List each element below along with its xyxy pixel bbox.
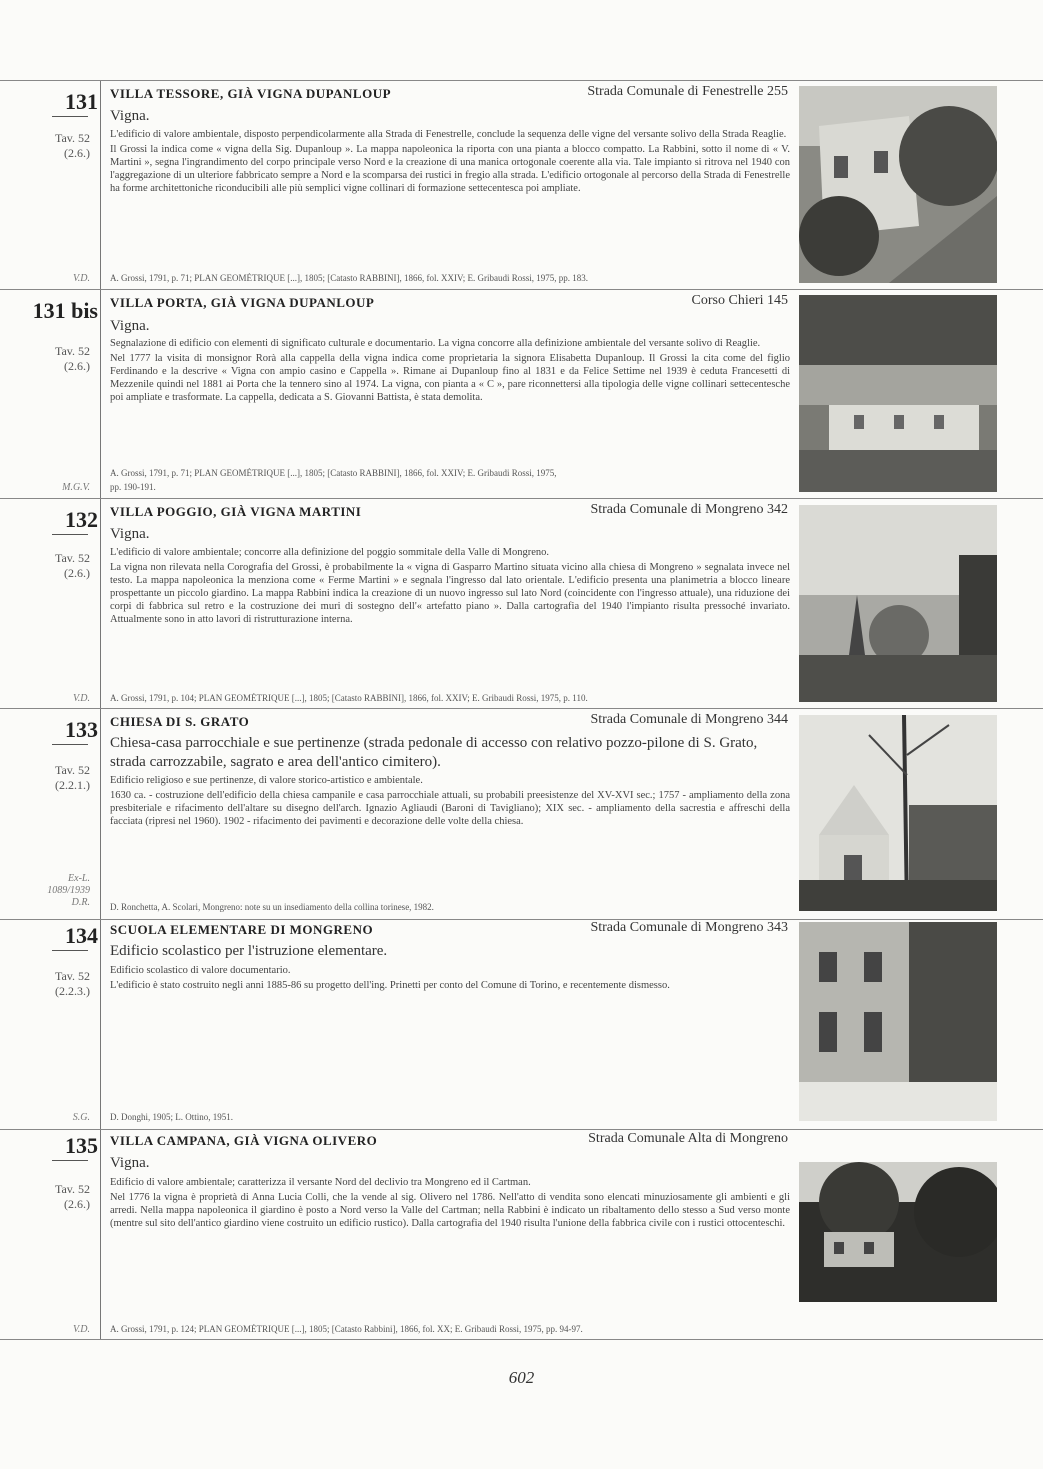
author: V.D. bbox=[72, 693, 90, 704]
entry-title: VILLA TESSORE, GIÀ VIGNA DUPANLOUP bbox=[110, 86, 392, 101]
entry-address: Strada Comunale Alta di Mongreno bbox=[588, 1131, 788, 1146]
entry-text bbox=[110, 774, 790, 830]
entry-text bbox=[110, 964, 790, 994]
paragraph: La vigna non rilevata nella Corografia del Grossi, è probabilmente la « vigna di Gasparro Martino situata vicino alla chiesa di Mongreno » segnalata invece nel testo. La mappa napoleonica la menziona come « Ferme Martini » e segnala l'ingresso dal lato orientale. L'edificio presenta una planimetria a blocco lineare prospettante un piccolo giardino. La mappa Rabbini indica la creazione di un nuovo ingresso sul lato Nord (coincidente con l'ingresso attuale), una riduzione dei corpi di fabbrica sul retro e la costruzione dei muri di sostegno dell'« artefatto piano ». Dalla cartografia del 1940 l'impianto risulta pressoché invariato. Attualmente sono in atto lavori di ristrutturazione interna. bbox=[110, 562, 790, 625]
entry-135 bbox=[0, 1130, 1043, 1340]
entry-references: D. Ronchetta, A. Scolari, Mongreno: note su un insediamento della collina torinese, 1982. bbox=[110, 902, 434, 912]
entry-address: Strada Comunale di Mongreno 342 bbox=[590, 502, 788, 517]
entry-subtitle: Vigna. bbox=[110, 108, 150, 124]
author: S.G. bbox=[72, 1112, 90, 1123]
entry-references: D. Donghi, 1905; L. Ottino, 1951. bbox=[110, 1112, 233, 1122]
paragraph: Edificio scolastico di valore documentario. bbox=[110, 965, 291, 976]
category: (2.6.) bbox=[64, 359, 90, 373]
entry-title: CHIESA DI S. GRATO bbox=[110, 714, 250, 729]
entry-text bbox=[110, 1176, 790, 1232]
entry-title: VILLA CAMPANA, GIÀ VIGNA OLIVERO bbox=[110, 1133, 378, 1148]
paragraph: Edificio religioso e sue pertinenze, di valore storico-artistico e ambientale. bbox=[110, 775, 423, 786]
entry-number: 133 bbox=[65, 717, 98, 742]
entry-title: SCUOLA ELEMENTARE DI MONGRENO bbox=[110, 922, 374, 937]
category: (2.2.3.) bbox=[55, 984, 90, 998]
column-divider bbox=[100, 709, 101, 920]
tavola: Tav. 52 bbox=[54, 969, 90, 983]
tavola: Tav. 52 bbox=[54, 763, 90, 777]
entry-separator bbox=[0, 1339, 1043, 1340]
entry-133 bbox=[0, 709, 1043, 920]
entry-text bbox=[110, 546, 790, 628]
entry-subtitle: Chiesa-casa parrocchiale e sue pertinenze (strada pedonale di accesso con relativo pozzo-pilone di S. Grato, strada carrozzabile, sagrato e area dell'antico cimitero). bbox=[110, 735, 758, 770]
entry-address: Strada Comunale di Mongreno 344 bbox=[590, 712, 788, 727]
entry-number: 132 bbox=[65, 507, 98, 532]
tavola: Tav. 52 bbox=[54, 551, 90, 565]
page-number: 602 bbox=[508, 1368, 535, 1387]
entry-subtitle: Vigna. bbox=[110, 526, 150, 542]
paragraph: Nel 1776 la vigna è proprietà di Anna Lucia Colli, che la vende al sig. Olivero nel 1786. Nell'atto di vendita sono elencati minuziosamente gli ambienti e gli arredi. Nella mappa napoleonica il giardino è posto a Nord verso la Valle del Cartman; nella Rabbini è indicato un ribaltamento dello stesso a Sud verso monte (mentre sul sito dell'antico giardino viene costruito un edificio rustico). Dalla cartografia del 1940 risulta l'unione della fabbrica civile con i rustici ottocenteschi. bbox=[110, 1192, 790, 1229]
number-underline bbox=[52, 116, 88, 117]
paragraph: L'edificio è stato costruito negli anni 1885-86 su progetto dell'ing. Prinetti per conto del Comune di Torino, e recentemente dismesso. bbox=[110, 980, 670, 991]
entry-subtitle: Vigna. bbox=[110, 1155, 150, 1171]
column-divider bbox=[100, 499, 101, 709]
number-underline bbox=[52, 534, 88, 535]
paragraph: L'edificio di valore ambientale; concorre alla definizione del poggio sommitale della Valle di Mongreno. bbox=[110, 547, 550, 558]
entry-references: A. Grossi, 1791, p. 104; PLAN GEOMÉTRIQUE [...], 1805; [Catasto RABBINI], 1866, fol. XXIV; E. Gribaudi Rossi, 1975, p. 110. bbox=[110, 693, 588, 703]
entry-131-bis bbox=[0, 290, 1043, 499]
photo-chiesa-s-grato bbox=[799, 715, 997, 911]
photo-scuola-mongreno bbox=[799, 922, 997, 1121]
entry-references: A. Grossi, 1791, p. 124; PLAN GEOMÉTRIQUE [...], 1805; [Catasto Rabbini], 1866, fol. XX; E. Gribaudi Rossi, 1975, pp. 94-97. bbox=[110, 1324, 583, 1334]
paragraph: L'edificio di valore ambientale, disposto perpendicolarmente alla Strada di Fenestrelle, conclude la sequenza delle vigne del versante solivo della Strada Reaglie. bbox=[110, 129, 787, 140]
photo-villa-campana bbox=[799, 1162, 997, 1302]
entry-references: A. Grossi, 1791, p. 71; PLAN GEOMÉTRIQUE [...], 1805; [Catasto RABBINI], 1866, fol. XXIV; E. Gribaudi Rossi, 1975, pp. 183. bbox=[110, 273, 589, 283]
entry-references: A. Grossi, 1791, p. 71; PLAN GEOMÉTRIQUE [...], 1805; [Catasto RABBINI], 1866, fol. XXIV; E. Gribaudi Rossi, 1975, bbox=[110, 468, 557, 478]
entry-number: 135 bbox=[65, 1133, 98, 1158]
paragraph: Il Grossi la indica come « vigna della Sig. Dupanloup ». La mappa napoleonica la riporta con una pianta a blocco compatto. La Rabbini, sotto il nome di « V. Martini », segna l'ingrandimento del corpo principale verso Nord e la creazione di una manica ortogonale coerente alla via. Tale impianto si ritrova nel 1940 con l'aggregazione di un ulteriore fabbricato sempre a Nord e la scomparsa dei rustici in fregio alla strada. L'edificio ortogonale al percorso della Strada di Fenestrelle ha forme architettoniche riconducibili alle più semplici vigne collinari di formazione settecentesca poi ampliate. bbox=[110, 144, 790, 194]
author: V.D. bbox=[72, 273, 90, 284]
tavola: Tav. 52 bbox=[54, 131, 90, 145]
tavola: Tav. 52 bbox=[54, 1182, 90, 1196]
entry-number: 131 bis bbox=[32, 298, 98, 323]
paragraph: Segnalazione di edificio con elementi di significato culturale e documentario. La vigna concorre alla definizione ambientale del versante solivo di Reaglie. bbox=[110, 338, 761, 349]
column-divider bbox=[100, 920, 101, 1130]
photo-villa-poggio bbox=[799, 505, 997, 702]
entry-text bbox=[110, 337, 790, 406]
entry-address: Corso Chieri 145 bbox=[691, 293, 788, 308]
tavola: Tav. 52 bbox=[54, 344, 90, 358]
entry-title: VILLA POGGIO, GIÀ VIGNA MARTINI bbox=[110, 504, 362, 519]
entry-subtitle: Vigna. bbox=[110, 318, 150, 334]
author: V.D. bbox=[72, 1324, 90, 1335]
entry-address: Strada Comunale di Mongreno 343 bbox=[590, 920, 788, 935]
photo-villa-tessore bbox=[799, 86, 997, 283]
author: M.G.V. bbox=[62, 482, 90, 493]
entry-134 bbox=[0, 920, 1043, 1130]
author: Ex-L. 1089/1939 D.R. bbox=[47, 873, 90, 908]
number-underline bbox=[52, 1160, 88, 1161]
photo-villa-porta bbox=[799, 295, 997, 492]
entry-references-cont: pp. 190-191. bbox=[110, 482, 156, 492]
entry-number: 131 bbox=[65, 89, 98, 114]
number-underline bbox=[52, 744, 88, 745]
category: (2.6.) bbox=[64, 146, 90, 160]
entry-title: VILLA PORTA, GIÀ VIGNA DUPANLOUP bbox=[110, 295, 375, 310]
category: (2.2.1.) bbox=[55, 778, 90, 792]
category: (2.6.) bbox=[64, 1197, 90, 1211]
entry-address: Strada Comunale di Fenestrelle 255 bbox=[587, 84, 788, 99]
entry-132 bbox=[0, 499, 1043, 709]
paragraph: 1630 ca. - costruzione dell'edificio della chiesa campanile e casa parrocchiale attuali, su probabili preesistenze del XV-XVI sec.; 1757 - ampliamento della zona presbiteriale e rifacimento dell'altare su disegno dell'arch. Ignazio Agliaudi (Baroni di Tavigliano); XIX sec. - ampliamento della sacrestia e affreschi della facciata (ripresi nel 1960). 1902 - rifacimento dei pavimenti e decorazione delle volte della chiesa. bbox=[110, 790, 790, 827]
paragraph: Nel 1777 la visita di monsignor Rorà alla cappella della vigna indica come proprietaria la signora Elisabetta Dupanloup. Il Grossi la cita come del figlio Ferdinando e la descrive « Vigna con ampio casino e Cappella ». Rimane ai Dupanloup fino al 1831 e da Felice Settime nel 1939 è ceduta Francesetti di Mezzenile quindi nel 1881 ai Porta che la tennero sino al 1974. La vigna, con pianta a « C », pare riconnettersi alla tipologia delle vigne collinari settecentesche poi ampliate e trasformate. La cappella, dedicata a S. Giovanni Battista, è stata demolita. bbox=[110, 353, 790, 403]
entry-subtitle: Edificio scolastico per l'istruzione elementare. bbox=[110, 943, 388, 959]
number-underline bbox=[52, 950, 88, 951]
column-divider bbox=[100, 81, 101, 290]
column-divider bbox=[100, 1130, 101, 1340]
entry-number: 134 bbox=[65, 923, 98, 948]
column-divider bbox=[100, 290, 101, 499]
category: (2.6.) bbox=[64, 566, 90, 580]
entry-131 bbox=[0, 81, 1043, 290]
entry-text bbox=[110, 128, 790, 197]
paragraph: Edificio di valore ambientale; caratterizza il versante Nord del declivio tra Mongreno ed il Cartman. bbox=[110, 1177, 531, 1188]
